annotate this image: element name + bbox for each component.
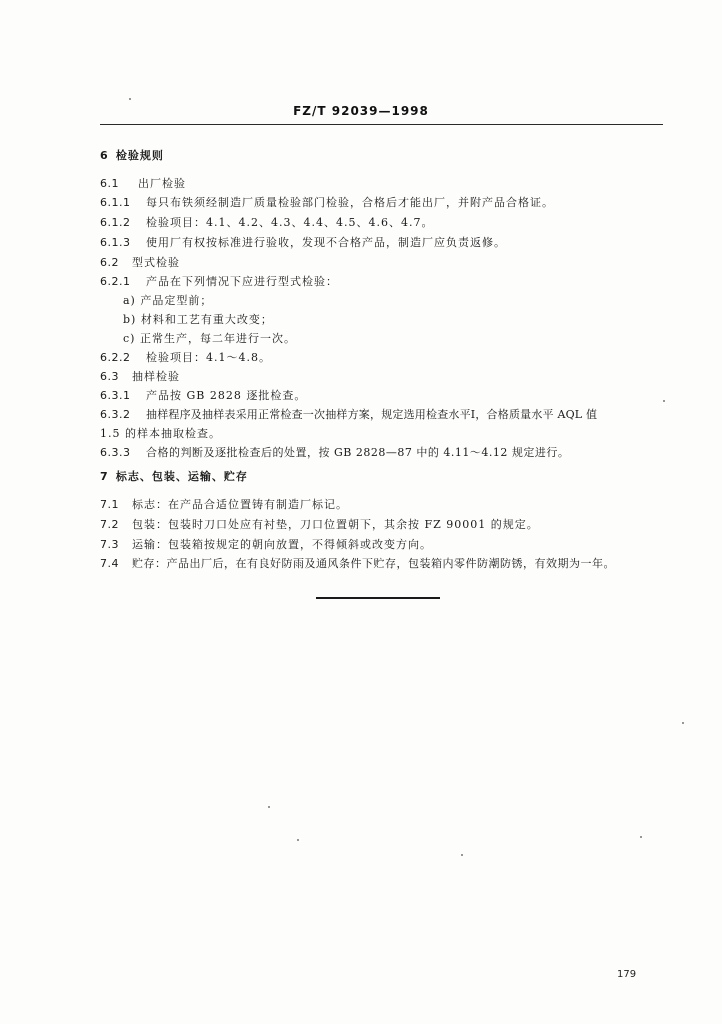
clause-number: 6.3 — [100, 370, 119, 383]
clause-text: 使用厂有权按标准进行验收，发现不合格产品，制造厂应负责返修。 — [146, 236, 506, 249]
clause-6-2-1 — [100, 275, 338, 289]
scan-speck — [663, 400, 665, 402]
section-title: 标志、包装、运输、贮存 — [115, 470, 248, 483]
clause-6-3-2-continued — [100, 427, 221, 441]
clause-text: 抽样程序及抽样表采用正常检查一次抽样方案，规定选用检查水平Ⅰ，合格质量水平 AQL 值 — [146, 408, 598, 421]
clause-7-1 — [100, 498, 348, 512]
list-item-a — [123, 294, 212, 308]
list-item-b — [123, 313, 273, 327]
clause-number: 6.1.1 — [100, 196, 131, 209]
list-item-c — [123, 332, 296, 346]
scan-speck — [640, 836, 642, 838]
clause-text: 贮存：产品出厂后，在有良好防雨及通风条件下贮存，包装箱内零件防潮防锈，有效期为一年。 — [132, 557, 615, 570]
clause-number: 6.1.3 — [100, 236, 131, 249]
clause-text: 包装：包装时刀口处应有衬垫，刀口位置朝下，其余按 FZ 90001 的规定。 — [132, 518, 539, 531]
clause-number: 7.4 — [100, 557, 119, 570]
clause-text: 标志：在产品合适位置铸有制造厂标记。 — [132, 498, 348, 511]
clause-6-3-3 — [100, 446, 569, 460]
end-of-document-rule — [316, 597, 440, 599]
page-number: 179 — [617, 969, 637, 980]
clause-number: 6.3.2 — [100, 408, 131, 421]
clause-number: 7.2 — [100, 518, 119, 531]
clause-number: 7.3 — [100, 538, 119, 551]
clause-6-2-2 — [100, 351, 271, 365]
clause-6-1-3 — [100, 236, 506, 250]
clause-number: 6.2 — [100, 256, 119, 269]
scan-speck — [129, 98, 131, 100]
clause-text: 每只布铁须经制造厂质量检验部门检验，合格后才能出厂，并附产品合格证。 — [146, 196, 554, 209]
clause-text: 产品按 GB 2828 逐批检查。 — [146, 389, 307, 402]
clause-text: 出厂检验 — [138, 177, 186, 190]
clause-text: 抽样检验 — [132, 370, 180, 383]
clause-number: 7.1 — [100, 498, 119, 511]
section-number: 7 — [100, 470, 109, 483]
clause-6-1 — [100, 177, 186, 191]
header-rule — [100, 124, 663, 125]
section-heading-7 — [100, 470, 248, 484]
clause-6-2 — [100, 256, 180, 270]
list-item-text: b) 材料和工艺有重大改变； — [123, 313, 273, 326]
clause-6-3 — [100, 370, 180, 384]
section-heading-6 — [100, 149, 164, 163]
scan-speck — [297, 839, 299, 841]
standard-number-header: FZ/T 92039—1998 — [293, 104, 429, 118]
clause-6-1-2 — [100, 216, 433, 230]
clause-text: 型式检验 — [132, 256, 180, 269]
clause-number: 6.3.1 — [100, 389, 131, 402]
section-title: 检验规则 — [115, 149, 164, 162]
scan-speck — [268, 806, 270, 808]
clause-text: 产品在下列情况下应进行型式检验： — [146, 275, 338, 288]
clause-7-2 — [100, 518, 539, 532]
scan-speck — [461, 854, 463, 856]
clause-text: 运输：包装箱按规定的朝向放置，不得倾斜或改变方向。 — [132, 538, 432, 551]
clause-number: 6.2.2 — [100, 351, 131, 364]
clause-number: 6.1 — [100, 177, 119, 190]
clause-6-3-2 — [100, 408, 597, 422]
clause-number: 6.3.3 — [100, 446, 131, 459]
clause-text: 合格的判断及逐批检查后的处置，按 GB 2828—87 中的 4.11～4.12 规定进行。 — [146, 446, 570, 459]
section-number: 6 — [100, 149, 109, 162]
clause-number: 6.1.2 — [100, 216, 131, 229]
clause-text: 检验项目：4.1、4.2、4.3、4.4、4.5、4.6、4.7。 — [146, 216, 434, 229]
clause-text: 检验项目：4.1～4.8。 — [146, 351, 271, 364]
clause-7-3 — [100, 538, 432, 552]
clause-number: 6.2.1 — [100, 275, 131, 288]
scan-speck — [682, 722, 684, 724]
list-item-text: a) 产品定型前； — [123, 294, 213, 307]
clause-6-1-1 — [100, 196, 554, 210]
clause-7-4 — [100, 557, 615, 571]
clause-6-3-1 — [100, 389, 306, 403]
list-item-text: c) 正常生产，每二年进行一次。 — [123, 332, 296, 345]
clause-text-continued: 1.5 的样本抽取检查。 — [100, 427, 221, 440]
